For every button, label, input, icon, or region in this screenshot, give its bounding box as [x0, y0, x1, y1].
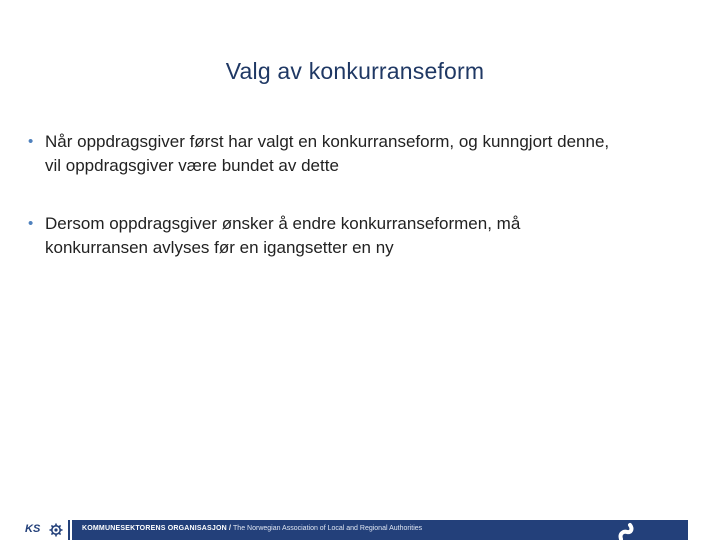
ks-logo [20, 520, 68, 540]
bullet-text-line: konkurransen avlyses før en igangsetter en ny [45, 238, 394, 257]
bullet-item [27, 130, 687, 178]
footer-org-name: KOMMUNESEKTORENS ORGANISASJON / [82, 525, 232, 532]
slide-title: Valg av konkurranseform [225, 58, 485, 84]
bullet-list [27, 130, 687, 260]
footer-tagline: The Norwegian Association of Local and Regional Authorities [233, 525, 423, 532]
swirl-icon [615, 520, 639, 540]
bullet-dot-icon: • [28, 215, 34, 232]
footer-divider [70, 520, 72, 540]
gear-emblem-icon [49, 523, 63, 537]
footer-bar [20, 520, 688, 540]
bullet-item [27, 212, 687, 260]
ks-logo-text: KS [25, 523, 41, 535]
bullet-text-line: vil oppdragsgiver være bundet av dette [45, 156, 339, 175]
bullet-dot-icon: • [28, 133, 34, 150]
bullet-text-line: Dersom oppdragsgiver ønsker å endre konkurranseformen, må [45, 214, 521, 233]
bullet-text-line: Når oppdragsgiver først har valgt en konkurranseform, og kunngjort denne, [45, 132, 610, 151]
footer-caption [82, 525, 422, 532]
